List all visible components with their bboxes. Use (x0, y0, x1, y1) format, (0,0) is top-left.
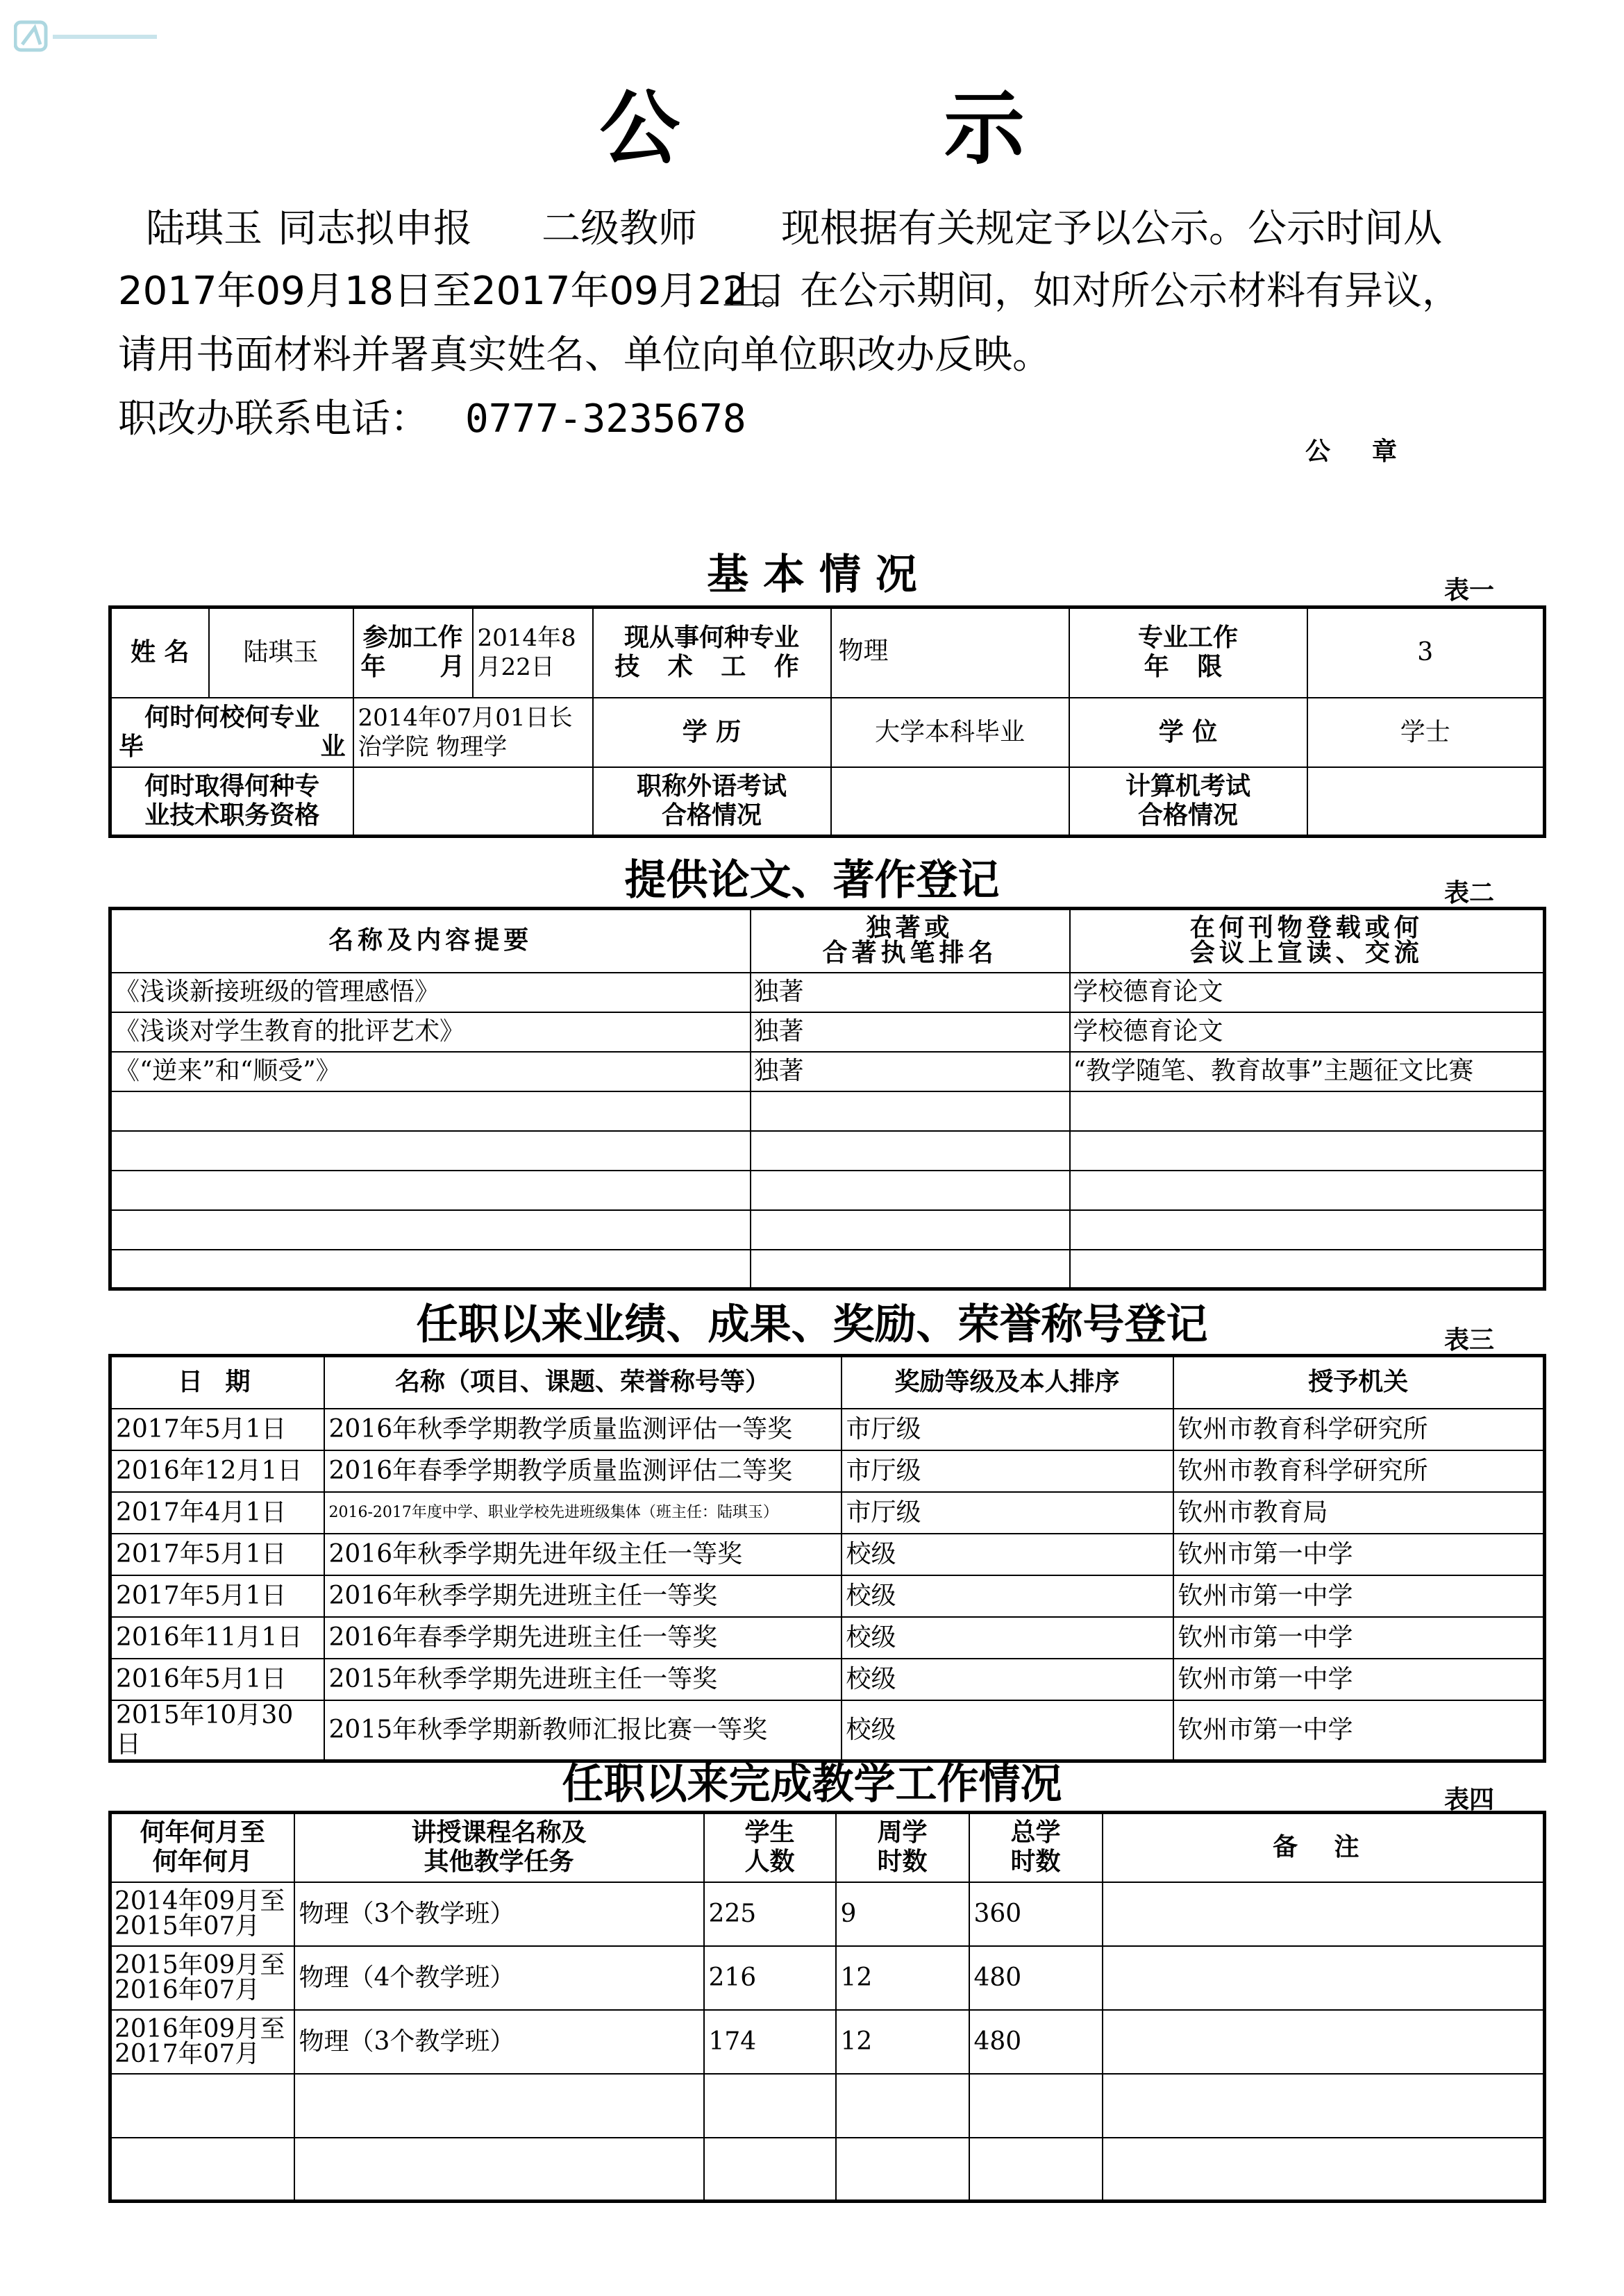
award-name-cell: 2015年秋季学期先进班主任一等奖 (324, 1659, 842, 1700)
awards-title: 任职以来业绩、成果、奖励、荣誉称号登记 (416, 1300, 1208, 1349)
paper-name-cell (110, 1131, 751, 1171)
period-cell (110, 2074, 294, 2138)
teaching-title: 任职以来完成教学工作情况 (562, 1760, 1062, 1809)
table-row (110, 1171, 1545, 1210)
header-line: 讲授课程名称及 (411, 1818, 587, 1847)
course-cell (294, 2138, 704, 2202)
paper-authorship-cell: 独著 (751, 1052, 1070, 1091)
header-line: 何年何月 (152, 1847, 253, 1877)
table-row (110, 2010, 1545, 2074)
degree-label: 学 位 (1069, 698, 1307, 767)
table-row (110, 1250, 1545, 1289)
remarks-header: 备 注 (1103, 1813, 1545, 1882)
table-row (110, 1012, 1545, 1052)
education-value: 大学本科毕业 (831, 698, 1069, 767)
course-header (294, 1813, 704, 1882)
table-number: 表一 (1444, 576, 1495, 605)
period-end: 2016年07月 (115, 1975, 260, 2004)
award-name-cell: 2016-2017年度中学、职业学校先进班级集体（班主任：陆琪玉） (324, 1492, 842, 1534)
applied-title: 二级教师 (542, 206, 697, 251)
graduation-label (110, 698, 353, 767)
label-line: 合格情况 (1137, 801, 1238, 830)
remarks-cell (1103, 2074, 1545, 2138)
label-line: 何时取得何种专 (144, 771, 320, 801)
award-level-cell: 校级 (842, 1659, 1173, 1700)
computer-exam-label (1069, 767, 1307, 837)
graduation-value: 2014年07月01日长治学院 物理学 (353, 698, 593, 767)
table-row (110, 1052, 1545, 1091)
basic-info-table (108, 605, 1546, 838)
paper-authorship-cell: 独著 (751, 1012, 1070, 1052)
papers-title: 提供论文、著作登记 (624, 856, 1000, 905)
label-line: 技 术 工 作 (614, 653, 809, 682)
paper-publication-cell (1070, 1250, 1545, 1289)
total-hours-cell (969, 2138, 1103, 2202)
paper-name-cell (110, 1210, 751, 1250)
students-cell (704, 2138, 836, 2202)
period-end: 2017年07月 (115, 2039, 260, 2068)
header-line: 会议上宣读、交流 (1189, 939, 1423, 968)
weekly-hours-cell: 9 (836, 1882, 969, 1946)
paper-name-cell: 《“逆来”和“顺受”》 (110, 1052, 751, 1091)
contact-label: 职改办联系电话： (118, 396, 429, 442)
work-start-value: 2014年8月22日 (473, 607, 593, 698)
award-level-cell: 校级 (842, 1617, 1173, 1659)
course-cell: 物理（3个教学班） (294, 2010, 704, 2074)
paper-name-cell (110, 1250, 751, 1289)
notice-period: 2017年09月18日至2017年09月22日 (118, 269, 787, 314)
period-cell (110, 1882, 294, 1946)
total-hours-header (969, 1813, 1103, 1882)
paper-publication-cell (1070, 1131, 1545, 1171)
label-line: 毕 业 (119, 732, 346, 761)
weekly-hours-cell (836, 2074, 969, 2138)
students-cell: 225 (704, 1882, 836, 1946)
header-line: 独著或 (866, 914, 954, 943)
award-level-header: 奖励等级及本人排序 (842, 1356, 1173, 1409)
work-years-label (1069, 607, 1307, 698)
notice-line-3: 请用书面材料并署真实姓名、单位向单位职改办反映。 (118, 333, 1051, 378)
total-hours-cell (969, 2074, 1103, 2138)
table-row (110, 1617, 1545, 1659)
award-date-cell: 2016年11月1日 (110, 1617, 324, 1659)
period-header (110, 1813, 294, 1882)
paper-publication-cell: 学校德育论文 (1070, 973, 1545, 1012)
students-cell: 216 (704, 1946, 836, 2010)
weekly-hours-cell: 12 (836, 2010, 969, 2074)
paper-name-cell (110, 1091, 751, 1131)
remarks-cell (1103, 1946, 1545, 2010)
paper-name-header: 名称及内容提要 (110, 909, 751, 973)
students-cell: 174 (704, 2010, 836, 2074)
contact-phone: 0777-3235678 (465, 396, 746, 442)
award-level-cell: 市厅级 (842, 1409, 1173, 1450)
paper-authorship-cell (751, 1091, 1070, 1131)
table-row (110, 2138, 1545, 2202)
paper-authorship-cell (751, 1250, 1070, 1289)
label-line: 何时何校何专业 (144, 703, 320, 732)
total-hours-cell: 360 (969, 1882, 1103, 1946)
label-line: 年 月 (360, 653, 465, 682)
authorship-header (751, 909, 1070, 973)
award-name-cell: 2016年秋季学期先进班主任一等奖 (324, 1575, 842, 1617)
paper-authorship-cell (751, 1131, 1070, 1171)
award-name-cell: 2016年春季学期先进班主任一等奖 (324, 1617, 842, 1659)
label-line: 计算机考试 (1125, 771, 1250, 801)
period-cell (110, 2010, 294, 2074)
award-authority-cell: 钦州市教育局 (1173, 1492, 1545, 1534)
students-cell (704, 2074, 836, 2138)
course-cell: 物理（3个教学班） (294, 1882, 704, 1946)
awards-table (108, 1354, 1546, 1763)
logo-watermark (14, 17, 167, 58)
current-major-label (593, 607, 831, 698)
award-date-cell: 2015年10月30日 (110, 1700, 324, 1761)
header-line: 其他教学任务 (424, 1847, 574, 1877)
table-row (110, 1946, 1545, 2010)
period-start: 2015年09月至 (115, 1950, 285, 1979)
applicant-name: 陆琪玉 (146, 206, 262, 251)
weekly-hours-cell (836, 2138, 969, 2202)
total-hours-cell: 480 (969, 1946, 1103, 2010)
table-number: 表四 (1444, 1786, 1495, 1814)
award-name-cell: 2016年秋季学期教学质量监测评估一等奖 (324, 1409, 842, 1450)
paper-publication-cell (1070, 1091, 1545, 1131)
header-line: 时数 (1010, 1847, 1061, 1877)
header-line: 总学 (1010, 1818, 1061, 1847)
current-major-value: 物理 (831, 607, 1069, 698)
total-hours-cell: 480 (969, 2010, 1103, 2074)
table-row (110, 1659, 1545, 1700)
period-start: 2014年09月至 (115, 1886, 285, 1916)
paper-name-cell (110, 1171, 751, 1210)
notice-line-1 (118, 207, 1442, 251)
label-line: 现从事何种专业 (623, 623, 799, 653)
work-start-label (353, 607, 473, 698)
award-authority-cell: 钦州市第一中学 (1173, 1575, 1545, 1617)
table-row (110, 1210, 1545, 1250)
contact-line (118, 397, 746, 442)
award-level-cell: 校级 (842, 1700, 1173, 1761)
award-authority-cell: 钦州市第一中学 (1173, 1617, 1545, 1659)
header-line: 何年何月至 (140, 1818, 265, 1847)
notice-text: 同志拟申报 (278, 206, 472, 251)
paper-publication-cell: “教学随笔、教育故事”主题征文比赛 (1070, 1052, 1545, 1091)
table-row (110, 1575, 1545, 1617)
degree-value: 学士 (1307, 698, 1545, 767)
notice-line-2 (118, 269, 1461, 314)
period-cell (110, 1946, 294, 2010)
computer-exam-value (1307, 767, 1545, 837)
award-date-cell: 2017年4月1日 (110, 1492, 324, 1534)
table-row (110, 1409, 1545, 1450)
award-authority-cell: 钦州市教育科学研究所 (1173, 1409, 1545, 1450)
table-row (110, 1131, 1545, 1171)
award-authority-cell: 钦州市第一中学 (1173, 1534, 1545, 1575)
foreign-language-label (593, 767, 831, 837)
course-cell: 物理（4个教学班） (294, 1946, 704, 2010)
label-line: 年 限 (1144, 653, 1232, 682)
period-end: 2015年07月 (115, 1911, 260, 1941)
students-header (704, 1813, 836, 1882)
paper-authorship-cell (751, 1171, 1070, 1210)
label-line: 专业工作 (1137, 623, 1238, 653)
award-level-cell: 市厅级 (842, 1450, 1173, 1492)
award-name-cell: 2015年秋季学期新教师汇报比赛一等奖 (324, 1700, 842, 1761)
remarks-cell (1103, 2138, 1545, 2202)
table-number: 表二 (1444, 879, 1495, 907)
paper-authorship-cell (751, 1210, 1070, 1250)
award-authority-cell: 钦州市第一中学 (1173, 1700, 1545, 1761)
page-title: 公 示 (599, 82, 1143, 176)
award-level-cell: 市厅级 (842, 1492, 1173, 1534)
label-line: 合格情况 (661, 801, 762, 830)
name-value: 陆琪玉 (209, 607, 353, 698)
paper-publication-cell: 学校德育论文 (1070, 1012, 1545, 1052)
award-name-cell: 2016年秋季学期先进年级主任一等奖 (324, 1534, 842, 1575)
label-line: 职称外语考试 (636, 771, 787, 801)
label-line: 参加工作 (362, 623, 463, 653)
award-name-cell: 2016年春季学期教学质量监测评估二等奖 (324, 1450, 842, 1492)
award-authority-header: 授予机关 (1173, 1356, 1545, 1409)
paper-name-cell: 《浅谈对学生教育的批评艺术》 (110, 1012, 751, 1052)
table-row (110, 1882, 1545, 1946)
teaching-table (108, 1811, 1546, 2203)
qualification-label (110, 767, 353, 837)
basic-info-title: 基 本 情 况 (707, 551, 917, 599)
award-date-cell: 2017年5月1日 (110, 1575, 324, 1617)
paper-name-cell: 《浅谈新接班级的管理感悟》 (110, 973, 751, 1012)
award-date-header: 日 期 (110, 1356, 324, 1409)
remarks-cell (1103, 2010, 1545, 2074)
header-line: 时数 (877, 1847, 928, 1877)
publication-header (1070, 909, 1545, 973)
paper-publication-cell (1070, 1171, 1545, 1210)
table-row (110, 1492, 1545, 1534)
award-date-cell: 2016年5月1日 (110, 1659, 324, 1700)
header-line: 周学 (877, 1818, 928, 1847)
notice-text: 现根据有关规定予以公示。公示时间从 (781, 206, 1442, 251)
weekly-hours-cell: 12 (836, 1946, 969, 2010)
award-level-cell: 校级 (842, 1534, 1173, 1575)
award-date-cell: 2017年5月1日 (110, 1534, 324, 1575)
table-row (110, 1700, 1545, 1761)
education-label: 学 历 (593, 698, 831, 767)
foreign-language-value (831, 767, 1069, 837)
course-cell (294, 2074, 704, 2138)
table-row (110, 1534, 1545, 1575)
award-date-cell: 2017年5月1日 (110, 1409, 324, 1450)
table-row (110, 1091, 1545, 1131)
award-level-cell: 校级 (842, 1575, 1173, 1617)
table-number: 表三 (1444, 1326, 1495, 1355)
paper-authorship-cell: 独著 (751, 973, 1070, 1012)
name-label: 姓 名 (110, 607, 209, 698)
work-years-value: 3 (1307, 607, 1545, 698)
period-start: 2016年09月至 (115, 2014, 285, 2043)
table-row (110, 2074, 1545, 2138)
label-line: 业技术职务资格 (144, 801, 320, 830)
notice-text: 止。在公示期间，如对所公示材料有异议， (722, 269, 1461, 314)
seal-label: 公章 (1305, 437, 1439, 466)
papers-table (108, 907, 1546, 1291)
table-row (110, 973, 1545, 1012)
award-authority-cell: 钦州市教育科学研究所 (1173, 1450, 1545, 1492)
award-date-cell: 2016年12月1日 (110, 1450, 324, 1492)
weekly-hours-header (836, 1813, 969, 1882)
header-line: 合著执笔排名 (822, 939, 998, 968)
table-row (110, 1450, 1545, 1492)
header-line: 在何刊物登载或何 (1189, 914, 1423, 943)
award-name-header: 名称（项目、课题、荣誉称号等） (324, 1356, 842, 1409)
award-authority-cell: 钦州市第一中学 (1173, 1659, 1545, 1700)
period-cell (110, 2138, 294, 2202)
paper-publication-cell (1070, 1210, 1545, 1250)
remarks-cell (1103, 1882, 1545, 1946)
header-line: 学生 (744, 1818, 795, 1847)
qualification-value (353, 767, 593, 837)
header-line: 人数 (744, 1847, 795, 1877)
